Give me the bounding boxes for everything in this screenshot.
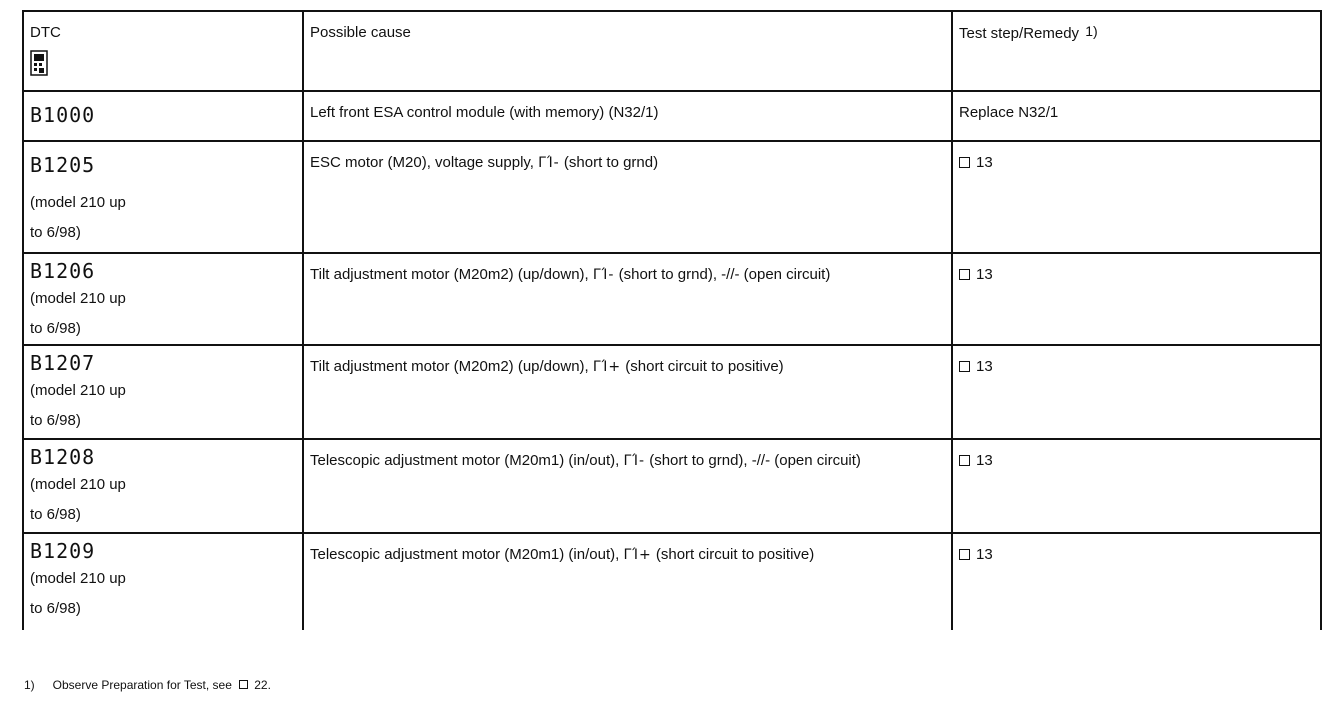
circuit-symbol: ΓΊ- [592,267,615,283]
cause-text-suffix: (short to grnd), -//- (open circuit) [614,266,831,283]
cause-text: Tilt adjustment motor (M20m2) (up/down), [310,358,593,375]
cause-text-suffix: (short to grnd) [559,154,659,171]
dtc-model-note-date: to 6/98) [30,224,81,241]
cause-cell [304,534,953,630]
dtc-code: B1209 [30,539,96,563]
table-row [22,90,1322,140]
cause-text: Telescopic adjustment motor (M20m1) (in/out), [310,452,624,469]
footnote [24,678,271,692]
dtc-code: B1000 [30,103,96,127]
dtc-cell [22,92,304,140]
document-ref-icon [959,455,970,466]
remedy-test-step[interactable]: 13 [976,266,993,283]
dtc-code: B1207 [30,351,96,375]
circuit-symbol: ΓΊ- [623,453,646,469]
remedy-test-step[interactable]: 13 [976,358,993,375]
header-dtc-cell [22,12,304,90]
document-ref-icon [959,269,970,280]
dtc-model-note: (model 210 up [30,570,126,587]
document-ref-icon [959,549,970,560]
remedy-cell [953,254,1322,344]
remedy-cell [953,92,1322,140]
dtc-table [22,10,1322,630]
table-row [22,252,1322,344]
remedy-cell [953,346,1322,438]
remedy-test-step[interactable]: 13 [976,154,993,171]
dtc-cell [22,534,304,630]
diagnosis-tester-icon [30,50,48,83]
header-cause-cell [304,12,953,90]
cause-cell [304,254,953,344]
cause-text: Left front ESA control module (with memory) (N32/1) [310,104,659,121]
dtc-model-note-date: to 6/98) [30,600,81,617]
cause-text-suffix: (short circuit to positive) [651,546,815,563]
footnote-ref-link[interactable]: 22. [254,678,271,692]
document-ref-icon [239,680,248,689]
cause-text: Tilt adjustment motor (M20m2) (up/down), [310,266,593,283]
header-remedy-footnote-ref: 1) [1085,23,1098,39]
header-remedy-label: Test step/Remedy [959,25,1080,42]
table-row [22,344,1322,438]
table-row [22,438,1322,532]
circuit-symbol: ΓΊ+ [592,359,622,375]
dtc-model-note-date: to 6/98) [30,506,81,523]
header-cause-label: Possible cause [310,24,411,41]
remedy-test-step[interactable]: 13 [976,452,993,469]
header-remedy-cell [953,12,1322,90]
dtc-model-note: (model 210 up [30,382,126,399]
table-row [22,532,1322,630]
dtc-cell [22,346,304,438]
dtc-cell [22,254,304,344]
remedy-cell [953,534,1322,630]
table-header-row [22,10,1322,90]
dtc-code: B1208 [30,445,96,469]
remedy-cell [953,142,1322,252]
cause-cell [304,346,953,438]
cause-cell [304,440,953,532]
cause-text: ESC motor (M20), voltage supply, [310,154,539,171]
document-ref-icon [959,361,970,372]
cause-text-suffix: (short circuit to positive) [621,358,784,375]
circuit-symbol: ΓΊ- [538,155,560,171]
dtc-model-note-date: to 6/98) [30,412,81,429]
header-dtc-label: DTC [30,24,61,41]
dtc-code: B1205 [30,153,96,177]
footnote-text: Observe Preparation for Test, see [52,678,232,692]
document-ref-icon [959,157,970,168]
cause-cell [304,92,953,140]
dtc-model-note: (model 210 up [30,476,126,493]
circuit-symbol: ΓΊ+ [623,547,652,563]
cause-text: Telescopic adjustment motor (M20m1) (in/out), [310,546,624,563]
cause-text-suffix: (short to grnd), -//- (open circuit) [645,452,861,469]
dtc-cell [22,142,304,252]
dtc-model-note: (model 210 up [30,194,126,211]
cause-cell [304,142,953,252]
table-row [22,140,1322,252]
dtc-cell [22,440,304,532]
dtc-model-note-date: to 6/98) [30,320,81,337]
dtc-model-note: (model 210 up [30,290,126,307]
dtc-code: B1206 [30,259,96,283]
footnote-number: 1) [24,678,35,692]
remedy-text: Replace N32/1 [959,104,1059,121]
remedy-cell [953,440,1322,532]
remedy-test-step[interactable]: 13 [976,546,993,563]
